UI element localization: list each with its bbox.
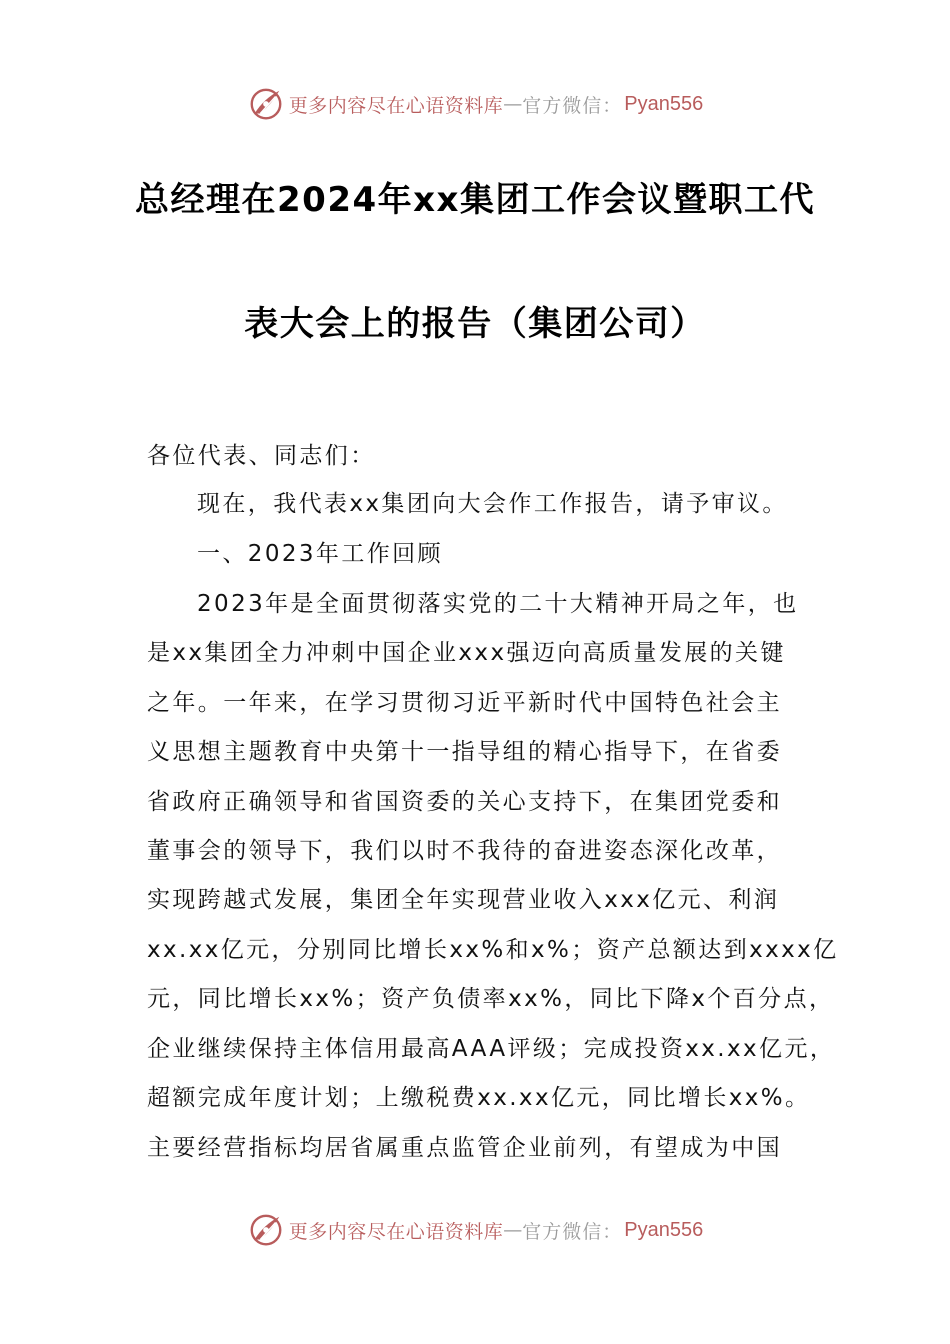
body-line: 2023年是全面贯彻落实党的二十大精神开局之年，也 xyxy=(197,591,799,617)
salutation: 各位代表、同志们： xyxy=(147,443,376,469)
body-line: 现在，我代表xx集团向大会作工作报告，请予审议。 xyxy=(197,491,788,517)
body-line: xx.xx亿元，分别同比增长xx%和x%；资产总额达到xxxx亿 xyxy=(147,937,839,963)
watermark-wechat-id: Pyan556 xyxy=(624,92,704,115)
watermark-dash: — xyxy=(503,93,523,115)
watermark-contact-label: 官方微信： xyxy=(522,94,623,117)
document-title-line-2: 表大会上的报告（集团公司） xyxy=(244,304,706,344)
watermark-dash: — xyxy=(503,1219,523,1241)
watermark-footer xyxy=(0,1208,950,1252)
watermark-header xyxy=(0,82,950,126)
body-line: 主要经营指标均居省属重点监管企业前列，有望成为中国 xyxy=(147,1135,782,1161)
body-line: 实现跨越式发展，集团全年实现营业收入xxx亿元、利润 xyxy=(147,887,780,913)
body-line: 超额完成年度计划；上缴税费xx.xx亿元，同比增长xx%。 xyxy=(147,1085,811,1111)
section-heading: 一、2023年工作回顾 xyxy=(197,541,443,567)
body-line: 义思想主题教育中央第十一指导组的精心指导下，在省委 xyxy=(147,739,782,765)
pen-logo-icon xyxy=(247,85,285,123)
body-line: 元，同比增长xx%；资产负债率xx%，同比下降x个百分点， xyxy=(147,986,835,1012)
watermark-main-text: 更多内容尽在心语资料库 xyxy=(288,1220,504,1243)
watermark-main-text: 更多内容尽在心语资料库 xyxy=(288,94,504,117)
body-line: 董事会的领导下，我们以时不我待的奋进姿态深化改革， xyxy=(147,838,782,864)
document-title-line-1: 总经理在2024年xx集团工作会议暨职工代 xyxy=(135,180,815,220)
body-line: 是xx集团全力冲刺中国企业xxx强迈向高质量发展的关键 xyxy=(147,640,786,666)
pen-logo-icon xyxy=(247,1211,285,1249)
watermark-wechat-id: Pyan556 xyxy=(624,1218,704,1241)
body-line: 之年。一年来，在学习贯彻习近平新时代中国特色社会主 xyxy=(147,690,782,716)
watermark-contact-label: 官方微信： xyxy=(522,1220,623,1243)
body-line: 企业继续保持主体信用最高AAA评级；完成投资xx.xx亿元， xyxy=(147,1036,836,1062)
body-line: 省政府正确领导和省国资委的关心支持下，在集团党委和 xyxy=(147,789,782,815)
